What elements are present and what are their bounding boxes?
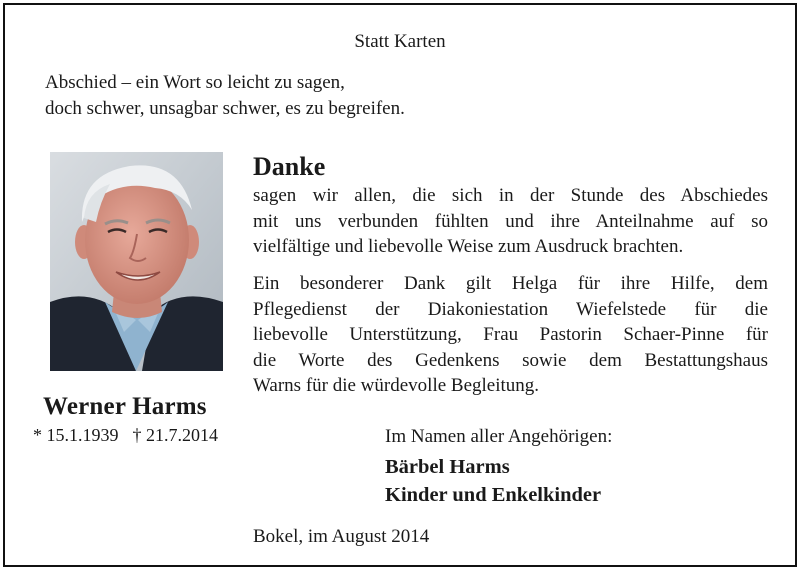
thanks-paragraph-2	[253, 271, 768, 399]
poem-line-1: Abschied – ein Wort so leicht zu sagen,	[45, 72, 345, 93]
birth-date: * 15.1.1939	[33, 425, 119, 445]
thanks-paragraph-1	[253, 183, 768, 260]
life-dates	[33, 425, 218, 446]
signature-intro: Im Namen aller Angehörigen:	[385, 426, 613, 447]
signature-family: Kinder und Enkelkinder	[385, 484, 602, 506]
deceased-name: Werner Harms	[43, 393, 207, 420]
paragraph-line: vielfältige und liebevolle Weise zum Ausdruck brachten.	[253, 236, 684, 257]
portrait-photo	[50, 152, 223, 371]
paragraph-line: sagen wir allen, die sich in der Stunde des Abschiedes	[253, 185, 768, 206]
paragraph-line: mit uns verbunden fühlten und ihre Anteilnahme auf so	[253, 210, 768, 232]
paragraph-line: Warns für die würdevolle Begleitung.	[253, 375, 540, 396]
paragraph-line: Ein besonderer Dank gilt Helga für ihre Hilfe, dem	[253, 273, 768, 294]
place-and-date: Bokel, im August 2014	[253, 526, 430, 547]
paragraph-line: Pflegedienst der Diakoniestation Wiefelstede für die	[253, 298, 768, 320]
signature-name: Bärbel Harms	[385, 456, 510, 478]
portrait-illustration	[50, 152, 223, 371]
paragraph-line: die Worte des Gedenkens sowie dem Bestattungshaus	[253, 349, 768, 371]
paragraph-line: liebevolle Unterstützung, Frau Pastorin Schaer-Pinne für	[253, 324, 768, 345]
poem-line-2: doch schwer, unsagbar schwer, es zu begreifen.	[45, 98, 405, 119]
death-date: † 21.7.2014	[132, 425, 218, 445]
thanks-heading: Danke	[253, 152, 326, 181]
obituary-card	[3, 3, 797, 567]
header-title: Statt Karten	[354, 31, 446, 52]
